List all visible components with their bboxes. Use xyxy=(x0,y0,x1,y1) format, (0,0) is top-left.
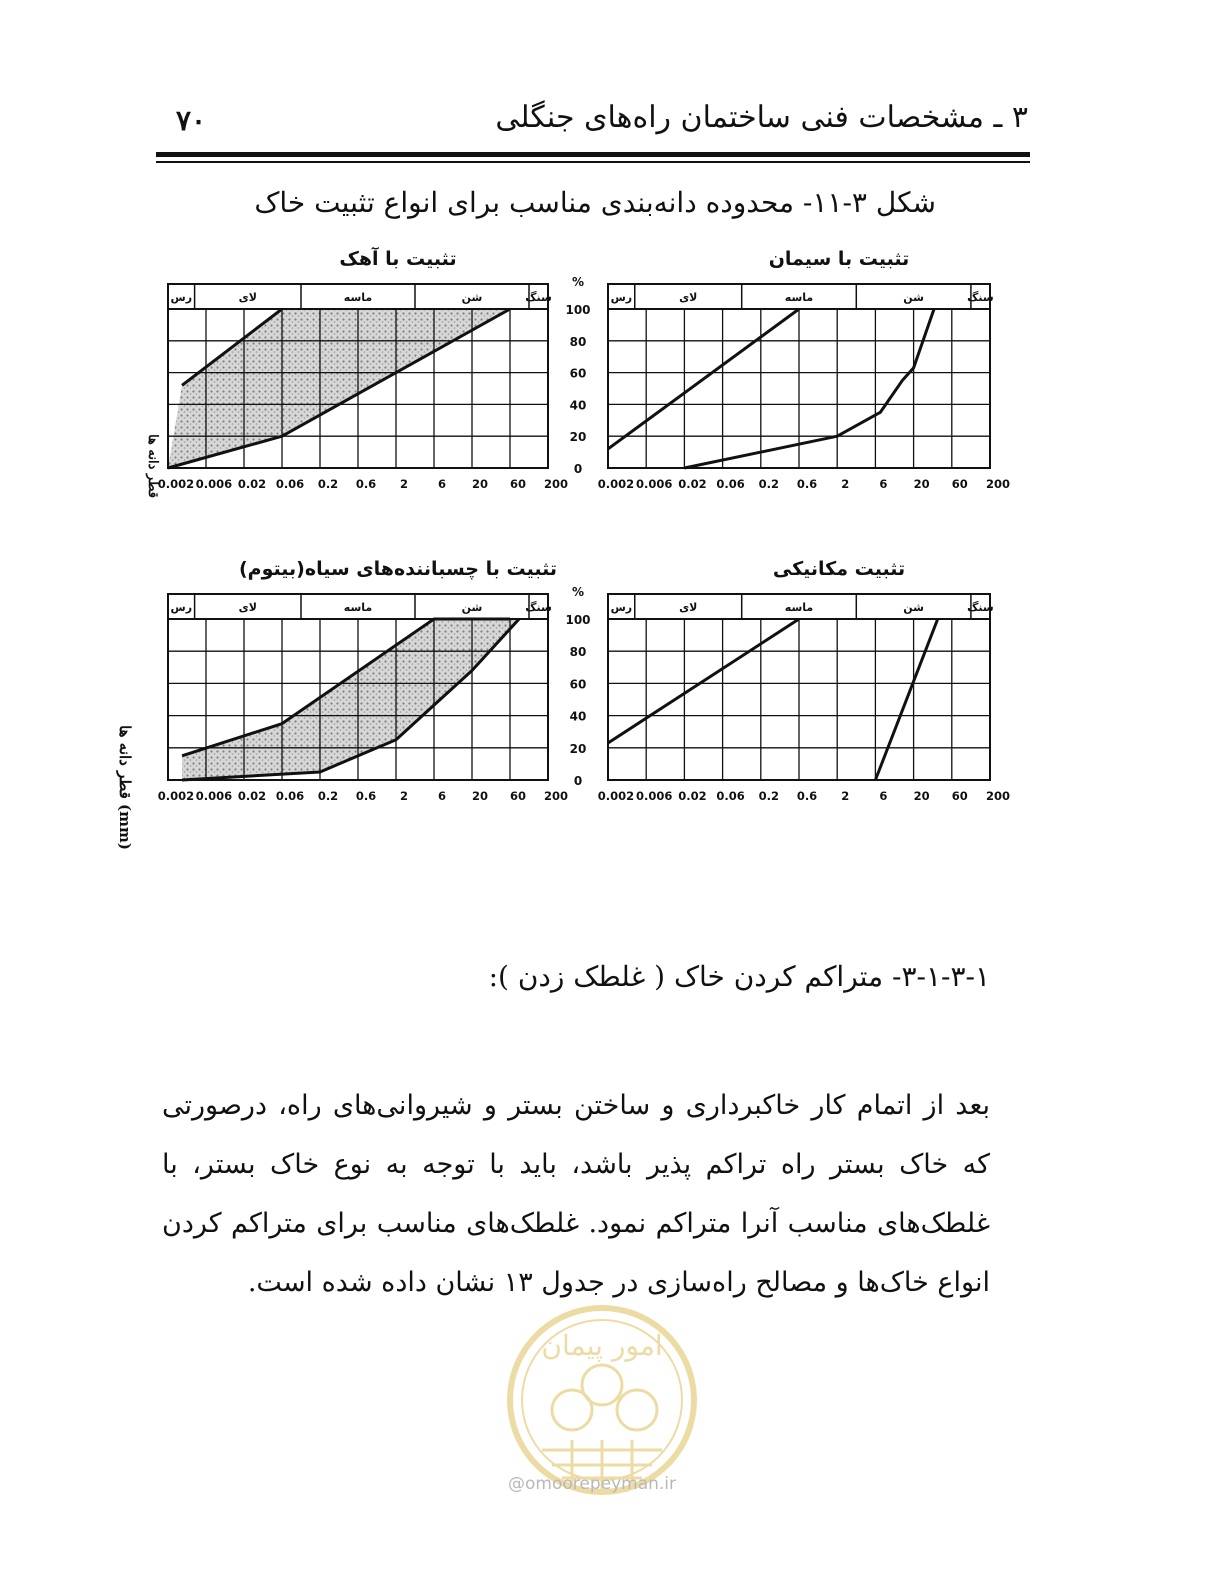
x-tick-label: 0.02 xyxy=(237,477,267,491)
x-tick-label: 6 xyxy=(879,789,888,803)
chart-title: تثبیت با چسباننده‌های سیاه(بیتوم) xyxy=(239,558,557,580)
section-heading: ۳-۱-۳-۱- متراکم کردن خاک ( غلطک زدن ): xyxy=(488,960,990,993)
x-tick-label: 0.2 xyxy=(758,789,779,803)
x-tick-label: 0.06 xyxy=(716,789,745,803)
x-tick-label: 20 xyxy=(913,477,930,491)
chart-title: تثبیت با سیمان xyxy=(768,248,910,270)
x-tick-label: 0.6 xyxy=(355,789,377,803)
soil-class-label: سنگ xyxy=(967,601,994,614)
y-tick-label: 80 xyxy=(569,334,587,349)
y-tick-label: 20 xyxy=(569,741,587,756)
x-tick-label: 6 xyxy=(437,477,447,491)
soil-class-label: شن xyxy=(903,601,924,614)
x-tick-label: 0.002 xyxy=(157,789,195,803)
y-unit-label-top: قطر دانه ها xyxy=(145,434,160,498)
page-number: ۷۰ xyxy=(176,104,207,137)
soil-class-label: رس xyxy=(170,601,193,614)
x-tick-label: 0.002 xyxy=(597,789,635,803)
soil-class-label: ماسه xyxy=(784,601,814,614)
chart-title: تثبیت با آهک xyxy=(339,248,457,270)
soil-class-label: لای xyxy=(238,291,257,304)
lower-boundary-line xyxy=(684,309,934,468)
figure-caption: شکل ۳-۱۱- محدوده دانه‌بندی مناسب برای انواع تثبیت خاک xyxy=(254,186,936,219)
running-header-title: ۳ ـ مشخصات فنی ساختمان راه‌های جنگلی xyxy=(495,100,1028,135)
shaded-band xyxy=(168,309,510,468)
soil-class-label: رس xyxy=(170,291,193,304)
soil-class-label: ماسه xyxy=(784,291,814,304)
y-tick-label: 0 xyxy=(573,462,583,476)
x-tick-label: 0.02 xyxy=(678,789,707,803)
chart-title: تثبیت مکانیکی xyxy=(772,558,906,580)
x-tick-label: 0.006 xyxy=(636,477,673,491)
x-tick-label: 200 xyxy=(985,789,1011,803)
soil-class-label: ماسه xyxy=(343,291,373,304)
x-tick-label: 0.2 xyxy=(758,477,779,491)
body-paragraph: بعد از اتمام کار خاکبرداری و ساختن بستر و شیروانی‌های راه، درصورتی که خاک بستر راه تراکم پذیر باشد، باید با توجه به نوع خاک بستر، با غلطک‌های مناسب آنرا متراکم نمود. غلطک‌های مناسب برای متراکم کردن انواع خاک‌ها و مصالح راه‌سازی در جدول ۱۳ نشان داده شده است. xyxy=(162,1090,990,1298)
x-tick-label: 0.006 xyxy=(195,789,233,803)
y-tick-label: 40 xyxy=(569,398,587,413)
watermark-url: @omoorepeyman.ir xyxy=(508,1474,677,1494)
x-tick-label: 0.06 xyxy=(275,789,305,803)
x-tick-label: 0.02 xyxy=(678,477,707,491)
soil-class-label: شن xyxy=(903,291,924,304)
y-tick-label: % xyxy=(571,275,585,289)
x-tick-label: 0.02 xyxy=(237,789,267,803)
soil-class-label: لای xyxy=(679,601,698,614)
soil-class-label: شن xyxy=(461,291,483,304)
x-tick-label: 0.2 xyxy=(317,477,339,491)
upper-boundary-line xyxy=(608,309,799,449)
x-tick-label: 200 xyxy=(543,477,569,491)
x-tick-label: 60 xyxy=(951,789,968,803)
soil-class-label: سنگ xyxy=(525,601,552,614)
x-tick-label: 2 xyxy=(399,789,409,803)
x-tick-label: 20 xyxy=(913,789,930,803)
y-tick-label: 60 xyxy=(569,677,587,692)
y-tick-label: % xyxy=(571,585,585,599)
soil-class-label: رس xyxy=(610,601,633,614)
soil-class-label: شن xyxy=(461,601,483,614)
x-tick-label: 0.6 xyxy=(355,477,377,491)
y-tick-label: 0 xyxy=(573,774,583,788)
x-tick-label: 0.002 xyxy=(157,477,195,491)
y-tick-label: 100 xyxy=(565,613,591,627)
x-tick-label: 0.006 xyxy=(195,477,233,491)
x-tick-label: 2 xyxy=(841,789,850,803)
soil-class-label: لای xyxy=(679,291,698,304)
soil-class-label: رس xyxy=(610,291,633,304)
soil-class-label: ماسه xyxy=(343,601,373,614)
x-tick-label: 0.002 xyxy=(597,477,635,491)
y-tick-label: 40 xyxy=(569,709,587,724)
x-tick-label: 2 xyxy=(841,477,850,491)
y-tick-label: 60 xyxy=(569,366,587,381)
svg-text:امور پیمان: امور پیمان xyxy=(541,1329,663,1362)
x-tick-label: 60 xyxy=(509,789,527,803)
upper-boundary-line xyxy=(608,619,799,743)
x-tick-label: 6 xyxy=(437,789,447,803)
x-tick-label: 20 xyxy=(471,789,489,803)
x-tick-label: 60 xyxy=(951,477,968,491)
soil-class-label: لای xyxy=(238,601,257,614)
x-tick-label: 0.6 xyxy=(796,789,818,803)
x-tick-label: 6 xyxy=(879,477,888,491)
soil-class-label: سنگ xyxy=(967,291,994,304)
lower-boundary-line xyxy=(875,619,937,780)
shaded-band xyxy=(182,619,519,780)
x-tick-label: 0.06 xyxy=(716,477,745,491)
y-tick-label: 100 xyxy=(565,303,591,317)
y-tick-label: 20 xyxy=(569,430,587,445)
x-tick-label: 0.6 xyxy=(796,477,818,491)
y-unit-label-bottom: (mm) قطر دانه ها xyxy=(116,725,134,850)
x-tick-label: 2 xyxy=(399,477,409,491)
x-tick-label: 0.006 xyxy=(636,789,673,803)
x-tick-label: 60 xyxy=(509,477,527,491)
watermark-seal-icon xyxy=(502,1300,702,1500)
x-tick-label: 0.2 xyxy=(317,789,339,803)
x-tick-label: 200 xyxy=(543,789,569,803)
y-tick-label: 80 xyxy=(569,645,587,660)
x-tick-label: 20 xyxy=(471,477,489,491)
soil-class-label: سنگ xyxy=(525,291,552,304)
x-tick-label: 0.06 xyxy=(275,477,305,491)
x-tick-label: 200 xyxy=(985,477,1011,491)
